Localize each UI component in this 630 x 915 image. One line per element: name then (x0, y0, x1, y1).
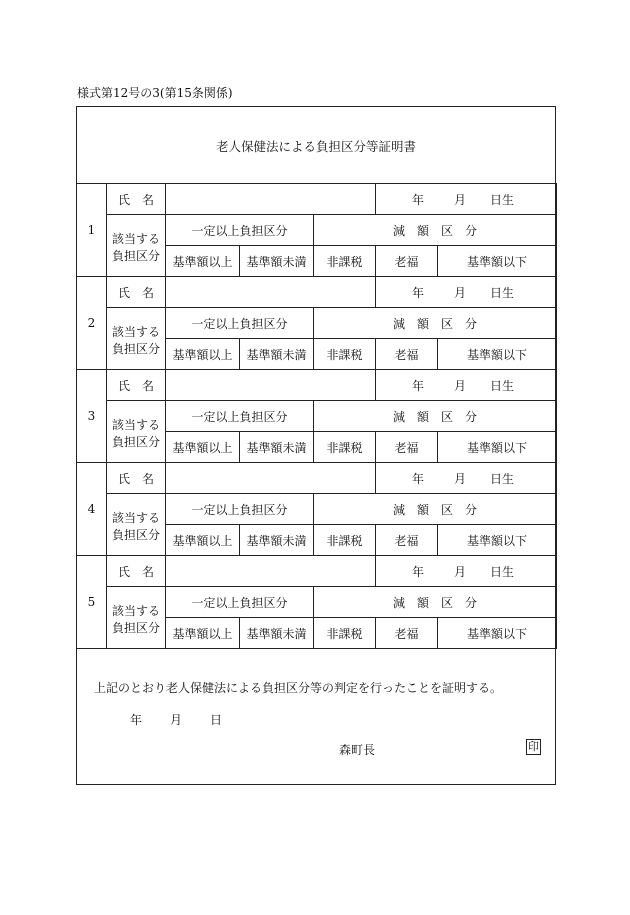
option-standard-or-below[interactable]: 基準額以下 (438, 339, 557, 370)
name-label: 氏 名 (107, 370, 166, 401)
option-non-taxable[interactable]: 非課税 (314, 246, 376, 277)
category-label-line1: 該当する (111, 510, 160, 525)
option-standard-or-below[interactable]: 基準額以下 (438, 618, 557, 649)
entry-name-row (77, 556, 557, 587)
option-above-standard[interactable]: 基準額以上 (166, 432, 240, 463)
entry-number: 5 (77, 556, 107, 649)
entry-number: 4 (77, 463, 107, 556)
birth-year-label: 年 (412, 192, 425, 207)
reduced-category-header: 減 額 区 分 (314, 494, 557, 525)
category-label-line1: 該当する (111, 231, 160, 246)
fixed-category-header: 一定以上負担区分 (166, 494, 314, 525)
birth-year-label: 年 (412, 378, 425, 393)
date-year: 年 (130, 713, 143, 727)
name-label: 氏 名 (107, 184, 166, 215)
option-non-taxable[interactable]: 非課税 (314, 618, 376, 649)
category-label (107, 587, 166, 649)
option-elderly-welfare[interactable]: 老福 (376, 618, 438, 649)
fixed-category-header: 一定以上負担区分 (166, 215, 314, 246)
birth-day-label: 日生 (490, 471, 515, 486)
birth-month-label: 月 (454, 471, 467, 486)
option-elderly-welfare[interactable]: 老福 (376, 339, 438, 370)
option-below-standard[interactable]: 基準額未満 (240, 432, 314, 463)
option-elderly-welfare[interactable]: 老福 (376, 432, 438, 463)
name-label: 氏 名 (107, 463, 166, 494)
name-field[interactable] (166, 277, 376, 308)
birth-month-label: 月 (454, 564, 467, 579)
birth-year-label: 年 (412, 471, 425, 486)
birth-day-label: 日生 (490, 564, 515, 579)
option-below-standard[interactable]: 基準額未満 (240, 618, 314, 649)
option-standard-or-below[interactable]: 基準額以下 (438, 246, 557, 277)
entry-name-row (77, 463, 557, 494)
birthdate-field[interactable] (376, 556, 557, 587)
category-label-line1: 該当する (111, 417, 160, 432)
option-non-taxable[interactable]: 非課税 (314, 432, 376, 463)
date-month: 月 (170, 713, 183, 727)
category-label (107, 308, 166, 370)
fixed-category-header: 一定以上負担区分 (166, 401, 314, 432)
entry-number: 1 (77, 184, 107, 277)
entry-name-row (77, 277, 557, 308)
birth-day-label: 日生 (490, 285, 515, 300)
option-above-standard[interactable]: 基準額以上 (166, 339, 240, 370)
option-standard-or-below[interactable]: 基準額以下 (438, 432, 557, 463)
document-title: 老人保健法による負担区分等証明書 (215, 139, 416, 154)
entry-name-row (77, 370, 557, 401)
birthdate-field[interactable] (376, 184, 557, 215)
birth-month-label: 月 (454, 285, 467, 300)
option-standard-or-below[interactable]: 基準額以下 (438, 525, 557, 556)
birthdate-field[interactable] (376, 277, 557, 308)
option-non-taxable[interactable]: 非課税 (314, 339, 376, 370)
fixed-category-header: 一定以上負担区分 (166, 308, 314, 339)
seal-mark: 印 (528, 740, 539, 753)
category-label-line1: 該当する (111, 324, 160, 339)
reduced-category-header: 減 額 区 分 (314, 401, 557, 432)
entry-category-row (77, 215, 557, 246)
category-label (107, 215, 166, 277)
entry-name-row (77, 184, 557, 215)
reduced-category-header: 減 額 区 分 (314, 587, 557, 618)
category-label-line2: 負担区分 (111, 527, 160, 542)
fixed-category-header: 一定以上負担区分 (166, 587, 314, 618)
name-field[interactable] (166, 370, 376, 401)
signer-title: 森町長 (339, 743, 376, 757)
option-below-standard[interactable]: 基準額未満 (240, 246, 314, 277)
birth-month-label: 月 (454, 378, 467, 393)
option-elderly-welfare[interactable]: 老福 (376, 246, 438, 277)
birth-month-label: 月 (454, 192, 467, 207)
option-above-standard[interactable]: 基準額以上 (166, 246, 240, 277)
name-label: 氏 名 (107, 556, 166, 587)
option-below-standard[interactable]: 基準額未満 (240, 525, 314, 556)
category-label (107, 494, 166, 556)
birth-day-label: 日生 (490, 192, 515, 207)
birthdate-field[interactable] (376, 370, 557, 401)
option-elderly-welfare[interactable]: 老福 (376, 525, 438, 556)
certification-statement: 上記のとおり老人保健法による負担区分等の判定を行ったことを証明する。 (94, 681, 503, 695)
issue-date (130, 711, 222, 728)
name-field[interactable] (166, 184, 376, 215)
entry-category-row (77, 494, 557, 525)
entry-category-row (77, 401, 557, 432)
reduced-category-header: 減 額 区 分 (314, 308, 557, 339)
category-label (107, 401, 166, 463)
birth-year-label: 年 (412, 285, 425, 300)
form-id: 様式第12号の3(第15条関係) (77, 86, 233, 100)
birth-year-label: 年 (412, 564, 425, 579)
entry-category-row (77, 587, 557, 618)
reduced-category-header: 減 額 区 分 (314, 215, 557, 246)
category-label-line2: 負担区分 (111, 248, 160, 263)
entry-number: 2 (77, 277, 107, 370)
entries-table (76, 183, 557, 649)
certificate-frame (76, 106, 556, 785)
date-day: 日 (210, 713, 223, 727)
option-non-taxable[interactable]: 非課税 (314, 525, 376, 556)
birthdate-field[interactable] (376, 463, 557, 494)
name-field[interactable] (166, 463, 376, 494)
option-above-standard[interactable]: 基準額以上 (166, 618, 240, 649)
category-label-line2: 負担区分 (111, 620, 160, 635)
birth-day-label: 日生 (490, 378, 515, 393)
category-label-line2: 負担区分 (111, 341, 160, 356)
entry-number: 3 (77, 370, 107, 463)
category-label-line1: 該当する (111, 603, 160, 618)
option-below-standard[interactable]: 基準額未満 (240, 339, 314, 370)
category-label-line2: 負担区分 (111, 434, 160, 449)
name-field[interactable] (166, 556, 376, 587)
name-label: 氏 名 (107, 277, 166, 308)
option-above-standard[interactable]: 基準額以上 (166, 525, 240, 556)
entry-category-row (77, 308, 557, 339)
